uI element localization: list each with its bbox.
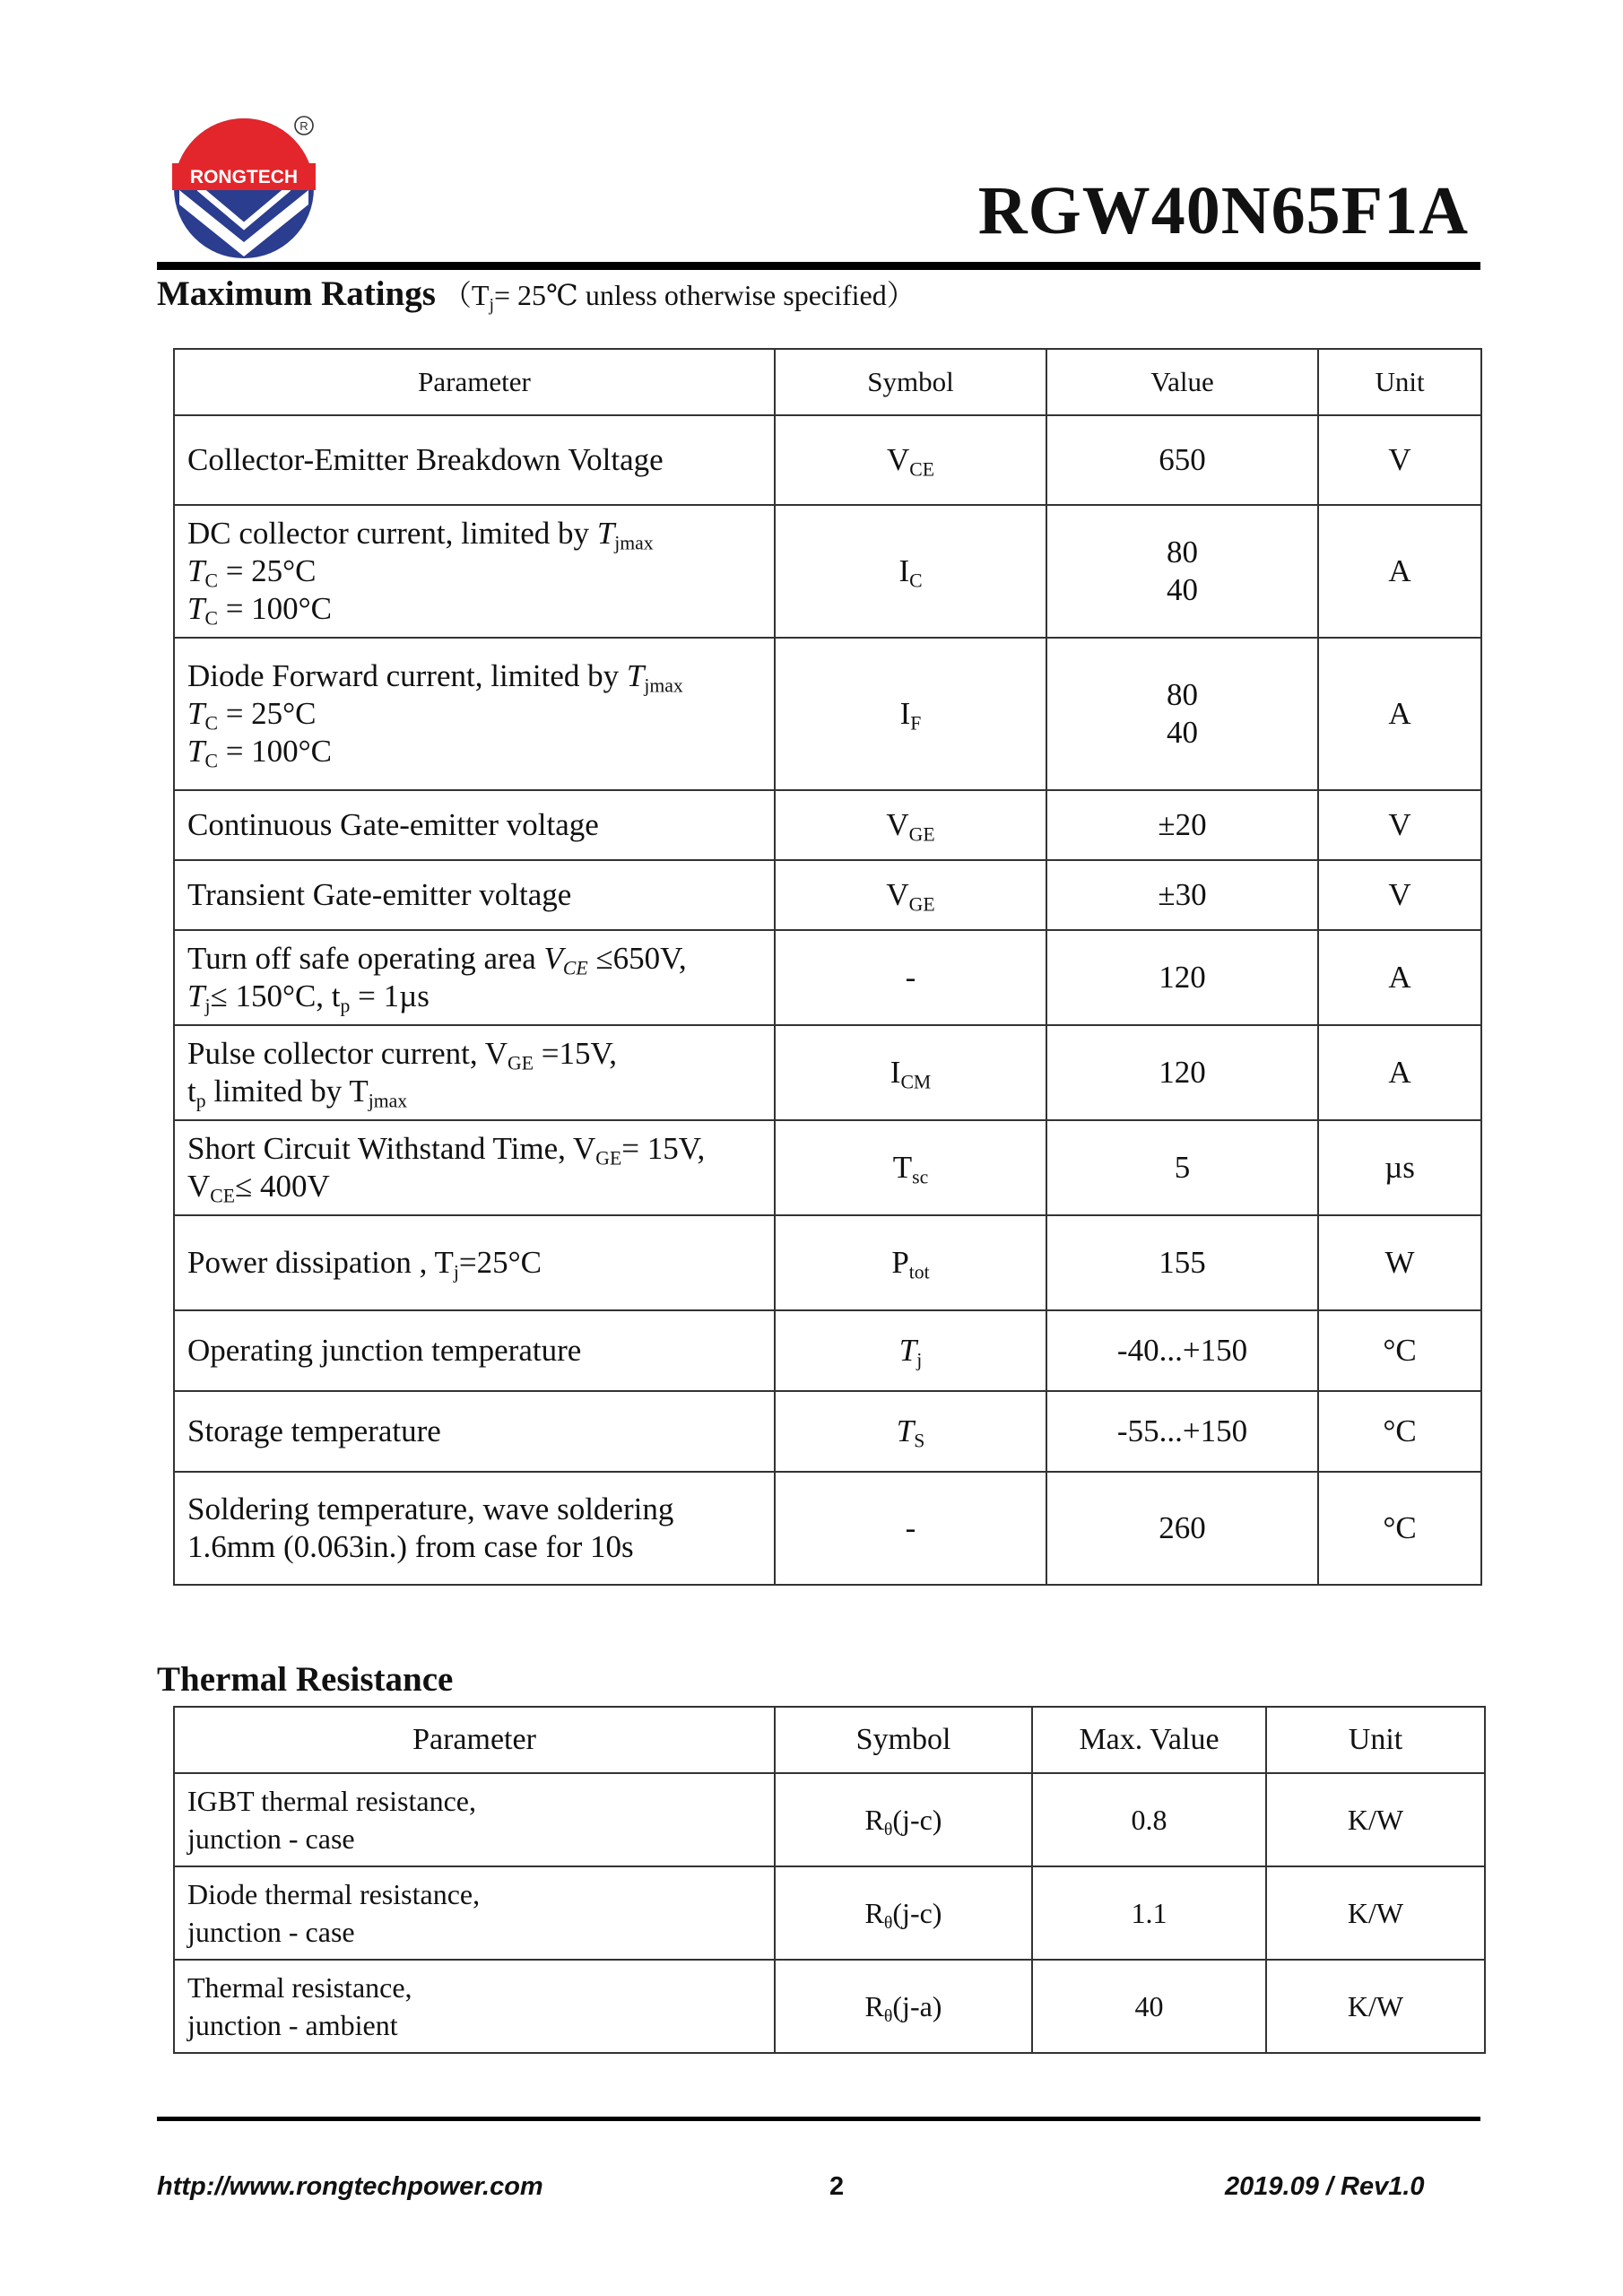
column-header-parameter: Parameter: [174, 349, 775, 415]
value-cell: [1046, 1025, 1318, 1120]
value-line: 40: [1167, 572, 1198, 607]
value-cell: [1046, 415, 1318, 505]
parameter-line: Soldering temperature, wave soldering: [187, 1492, 674, 1526]
parameter-line: $T_C = 25^\circ C$: [187, 696, 317, 735]
symbol-cell: $P_{tot}$: [775, 1215, 1046, 1310]
value-cell: [1046, 1391, 1318, 1472]
value-cell: [1046, 638, 1318, 790]
parameter-line: junction - case: [187, 1916, 355, 1948]
unit-cell: K/W: [1266, 1866, 1485, 1960]
unit-cell: °C: [1318, 1391, 1481, 1472]
table-row: [174, 930, 1481, 1025]
value-cell: [1046, 1120, 1318, 1215]
value-cell: [1046, 860, 1318, 930]
svg-text:R: R: [299, 119, 308, 133]
logo-brand-text: RONGTECH: [189, 167, 299, 187]
parameter-line: DC collector current, limited by $T_{jmax}$: [187, 516, 654, 554]
value-line: -40...+150: [1116, 1333, 1248, 1368]
parameter-cell: [174, 505, 775, 638]
parameter-line: Pulse collector current, $V_{GE} =15V$,: [187, 1036, 617, 1074]
footer-divider: [157, 2117, 1480, 2121]
parameter-line: Diode Forward current, limited by $T_{jmax}$: [187, 658, 683, 697]
thermal-heading: Thermal Resistance: [157, 1660, 454, 1699]
parameter-cell: [174, 790, 775, 860]
registered-mark: [293, 115, 315, 136]
parameter-line: Collector-Emitter Breakdown Voltage: [187, 442, 664, 477]
symbol-cell: $T_j$: [775, 1310, 1046, 1391]
value-line: ±20: [1158, 807, 1207, 842]
parameter-line: junction - case: [187, 1822, 355, 1855]
value-line: 120: [1159, 960, 1206, 995]
unit-cell: V: [1318, 860, 1481, 930]
value-line: 80: [1167, 535, 1198, 570]
unit-cell: °C: [1318, 1472, 1481, 1585]
symbol-cell: $V_{CE}$: [775, 415, 1046, 505]
parameter-line: IGBT thermal resistance,: [187, 1785, 476, 1817]
parameter-line: Short Circuit Withstand Time, $V_{GE}= 15V$,: [187, 1131, 706, 1170]
page-number: 2: [829, 2172, 845, 2201]
column-header-parameter: Parameter: [174, 1707, 775, 1773]
column-header-value: Value: [1046, 349, 1318, 415]
parameter-line: $T_C = 25^\circ C$: [187, 553, 317, 592]
unit-cell: K/W: [1266, 1773, 1485, 1866]
parameter-line: Continuous Gate-emitter voltage: [187, 807, 599, 842]
unit-cell: W: [1318, 1215, 1481, 1310]
parameter-line: Storage temperature: [187, 1413, 441, 1448]
table-row: [174, 1773, 1485, 1866]
value-line: 120: [1159, 1055, 1206, 1090]
rongtech-logo: [172, 117, 316, 260]
parameter-cell: [174, 1391, 775, 1472]
parameter-cell: [174, 1310, 775, 1391]
parameter-cell: [174, 638, 775, 790]
max-ratings-heading: [157, 273, 916, 314]
value-cell: 40: [1032, 1960, 1266, 2053]
parameter-line: $T_C = 100^\circ C$: [187, 591, 333, 630]
table-row: [174, 638, 1481, 790]
symbol-cell: $I_C$: [775, 505, 1046, 638]
parameter-line: Power dissipation , $T_j=25^\circ C$: [187, 1245, 542, 1283]
table-row: [174, 1120, 1481, 1215]
table-row: [174, 1472, 1481, 1585]
table-row: [174, 1960, 1485, 2053]
header-divider: [157, 262, 1480, 270]
value-line: 155: [1159, 1245, 1206, 1280]
symbol-cell: $V_{GE}$: [775, 790, 1046, 860]
parameter-cell: [174, 1773, 775, 1866]
table-row: [174, 1025, 1481, 1120]
symbol-cell: -: [775, 1472, 1046, 1585]
unit-cell: V: [1318, 790, 1481, 860]
parameter-line: Operating junction temperature: [187, 1333, 582, 1368]
value-cell: 1.1: [1032, 1866, 1266, 1960]
parameter-line: Thermal resistance,: [187, 1971, 412, 2004]
parameter-line: Transient Gate-emitter voltage: [187, 877, 572, 912]
value-cell: [1046, 790, 1318, 860]
value-line: -55...+150: [1116, 1413, 1248, 1448]
symbol-cell: $T_{sc}$: [775, 1120, 1046, 1215]
column-header-unit: Unit: [1318, 349, 1481, 415]
unit-cell: °C: [1318, 1310, 1481, 1391]
part-number: RGW40N65F1A: [977, 173, 1469, 248]
symbol-cell: $I_F$: [775, 638, 1046, 790]
unit-cell: µs: [1318, 1120, 1481, 1215]
parameter-line: junction - ambient: [187, 2009, 398, 2041]
max-ratings-title: Maximum Ratings: [157, 274, 436, 313]
value-cell: 0.8: [1032, 1773, 1266, 1866]
table-row: [174, 860, 1481, 930]
symbol-cell: $V_{GE}$: [775, 860, 1046, 930]
parameter-cell: [174, 1215, 775, 1310]
value-cell: [1046, 505, 1318, 638]
symbol-cell: -: [775, 930, 1046, 1025]
table-row: [174, 505, 1481, 638]
table-row: [174, 1310, 1481, 1391]
value-line: 650: [1159, 442, 1206, 477]
table-header-row: [174, 349, 1481, 415]
parameter-cell: [174, 1960, 775, 2053]
parameter-line: Turn off safe operating area $V_{CE} \le 650V$,: [187, 941, 687, 979]
parameter-line: Diode thermal resistance,: [187, 1878, 481, 1910]
table-header-row: [174, 1707, 1485, 1773]
parameter-cell: [174, 1120, 775, 1215]
parameter-cell: [174, 1025, 775, 1120]
value-line: 5: [1174, 1150, 1191, 1185]
footer-revision: 2019.09 / Rev1.0: [1225, 2172, 1425, 2201]
value-cell: [1046, 930, 1318, 1025]
symbol-cell: $I_{CM}$: [775, 1025, 1046, 1120]
parameter-line: $T_C = 100^\circ C$: [187, 734, 333, 772]
value-cell: [1046, 1215, 1318, 1310]
table-row: [174, 790, 1481, 860]
unit-cell: K/W: [1266, 1960, 1485, 2053]
symbol-cell: $R_\theta(j-a)$: [775, 1960, 1032, 2053]
value-line: 260: [1159, 1510, 1206, 1545]
unit-cell: A: [1318, 930, 1481, 1025]
footer-url[interactable]: http://www.rongtechpower.com: [157, 2172, 543, 2201]
table-row: [174, 415, 1481, 505]
parameter-cell: [174, 1472, 775, 1585]
thermal-resistance-table: [173, 1706, 1486, 2054]
table-row: [174, 1215, 1481, 1310]
parameter-line: $t_p$ limited by $T_{jmax}$: [187, 1074, 408, 1112]
symbol-cell: $R_\theta(j-c)$: [775, 1773, 1032, 1866]
column-header-symbol: Symbol: [775, 349, 1046, 415]
value-line: 40: [1167, 715, 1198, 750]
column-header-symbol: Symbol: [775, 1707, 1032, 1773]
unit-cell: A: [1318, 505, 1481, 638]
max-ratings-note: （$T_j=$ 25℃ unless otherwise specified）: [442, 279, 916, 315]
value-cell: [1046, 1472, 1318, 1585]
value-line: ±30: [1158, 877, 1207, 912]
parameter-cell: [174, 930, 775, 1025]
parameter-line: $T_j\le 150^\circ C$, $t_p = 1\mu s$: [187, 978, 430, 1017]
unit-cell: A: [1318, 638, 1481, 790]
unit-cell: V: [1318, 415, 1481, 505]
column-header-max-value: Max. Value: [1032, 1707, 1266, 1773]
symbol-cell: $T_S$: [775, 1391, 1046, 1472]
max-ratings-table: [173, 348, 1482, 1586]
parameter-cell: [174, 1866, 775, 1960]
value-cell: [1046, 1310, 1318, 1391]
parameter-line: 1.6mm (0.063in.) from case for 10s: [187, 1529, 634, 1564]
column-header-unit: Unit: [1266, 1707, 1485, 1773]
symbol-cell: $R_\theta(j-c)$: [775, 1866, 1032, 1960]
table-row: [174, 1866, 1485, 1960]
parameter-cell: [174, 415, 775, 505]
parameter-line: $V_{CE}\le 400V$: [187, 1169, 330, 1207]
unit-cell: A: [1318, 1025, 1481, 1120]
parameter-cell: [174, 860, 775, 930]
value-line: 80: [1167, 677, 1198, 712]
table-row: [174, 1391, 1481, 1472]
